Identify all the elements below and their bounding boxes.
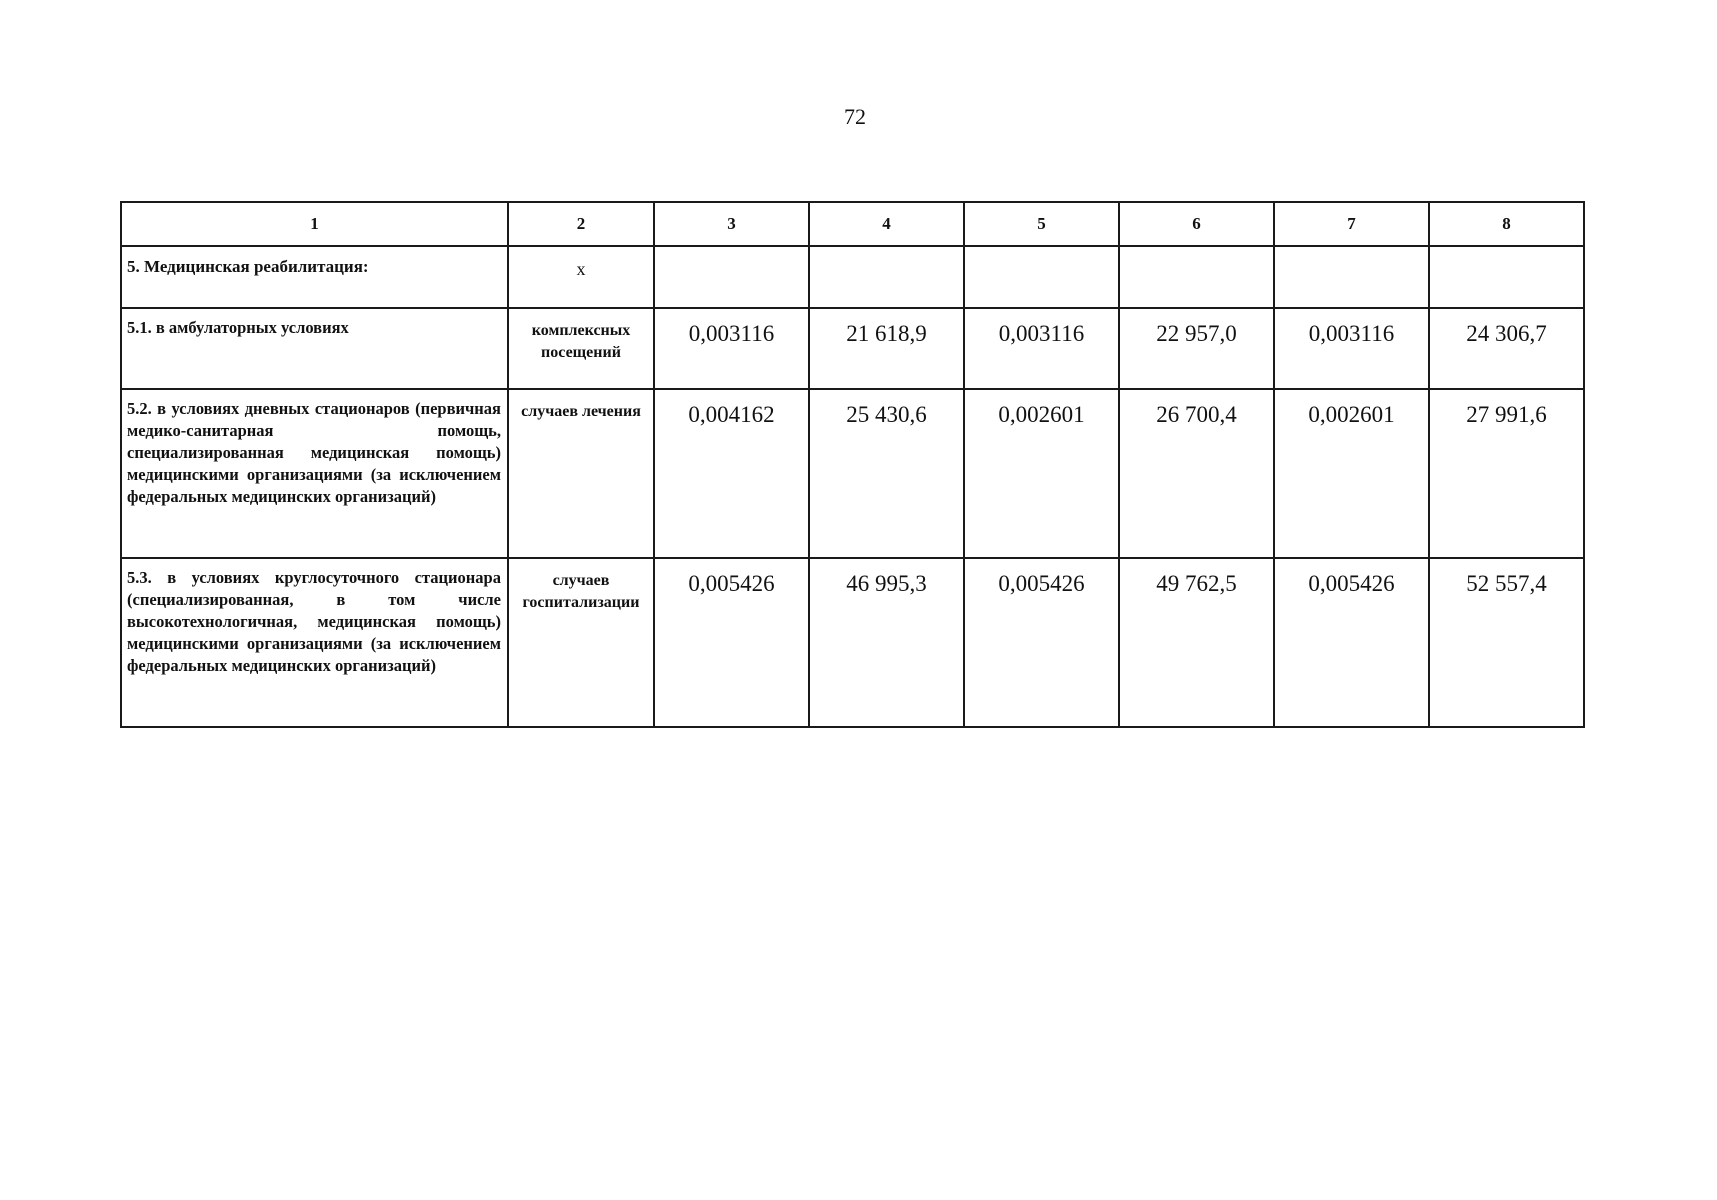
value-cell: 0,002601 <box>1274 389 1429 558</box>
column-header: 7 <box>1274 202 1429 246</box>
column-header: 4 <box>809 202 964 246</box>
table-header-row <box>121 202 1584 246</box>
table-row <box>121 558 1584 727</box>
value-cell: 0,003116 <box>1274 308 1429 389</box>
table-row <box>121 389 1584 558</box>
value-cell: 49 762,5 <box>1119 558 1274 727</box>
value-cell: 0,005426 <box>654 558 809 727</box>
empty-cell <box>654 246 809 308</box>
value-cell: 0,005426 <box>964 558 1119 727</box>
row-unit: случаев госпитализации <box>508 558 654 727</box>
value-cell: 27 991,6 <box>1429 389 1584 558</box>
empty-cell <box>1429 246 1584 308</box>
value-cell: 24 306,7 <box>1429 308 1584 389</box>
value-cell: 46 995,3 <box>809 558 964 727</box>
column-header: 8 <box>1429 202 1584 246</box>
value-cell: 0,004162 <box>654 389 809 558</box>
column-header: 6 <box>1119 202 1274 246</box>
section-title: 5. Медицинская реабилитация: <box>121 246 508 308</box>
value-cell: 0,005426 <box>1274 558 1429 727</box>
value-cell: 0,003116 <box>964 308 1119 389</box>
row-name: 5.3. в условиях круглосуточного стационара (специализированная, в том числе высокотехнологичная, медицинская помощь) медицинскими организациями (за исключением федеральных медицинских организаций) <box>121 558 508 727</box>
section-row <box>121 246 1584 308</box>
value-cell: 0,002601 <box>964 389 1119 558</box>
row-name: 5.2. в условиях дневных стационаров (первичная медико-санитарная помощь, специализированная медицинская помощь) медицинскими организациями (за исключением федеральных медицинских организаций) <box>121 389 508 558</box>
empty-cell <box>1274 246 1429 308</box>
table-row <box>121 308 1584 389</box>
value-cell: 21 618,9 <box>809 308 964 389</box>
value-cell: 0,003116 <box>654 308 809 389</box>
row-unit: случаев лечения <box>508 389 654 558</box>
column-header: 2 <box>508 202 654 246</box>
value-cell: 25 430,6 <box>809 389 964 558</box>
empty-cell <box>1119 246 1274 308</box>
row-name: 5.1. в амбулаторных условиях <box>121 308 508 389</box>
column-header: 5 <box>964 202 1119 246</box>
value-cell: 26 700,4 <box>1119 389 1274 558</box>
empty-cell <box>809 246 964 308</box>
row-unit: комплексных посещений <box>508 308 654 389</box>
section-unit: х <box>508 246 654 308</box>
value-cell: 52 557,4 <box>1429 558 1584 727</box>
empty-cell <box>964 246 1119 308</box>
data-table <box>120 201 1585 728</box>
value-cell: 22 957,0 <box>1119 308 1274 389</box>
page-number: 72 <box>844 104 866 129</box>
column-header: 1 <box>121 202 508 246</box>
column-header: 3 <box>654 202 809 246</box>
